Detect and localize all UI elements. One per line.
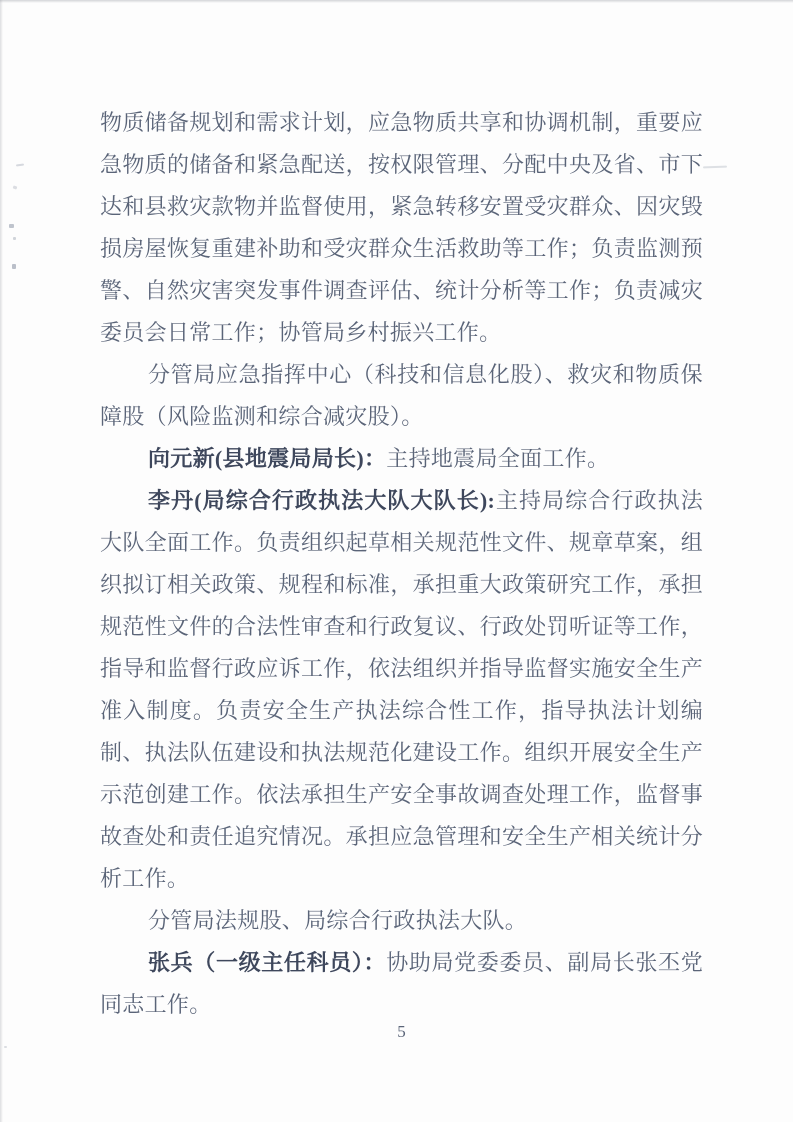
scan-speck <box>13 237 16 240</box>
scan-speck <box>13 185 18 189</box>
person-name: 李丹(局综合行政执法大队大队长): <box>148 488 496 513</box>
paragraph-text: 主持地震局全面工作。 <box>386 446 610 471</box>
person-name: 张兵（一级主任科员）： <box>148 950 387 975</box>
scan-speck <box>9 224 14 228</box>
paragraph <box>100 942 703 1026</box>
paragraph-text: 协助局党委委员、副局长张丕党同志工作。 <box>100 950 703 1017</box>
paragraph-text: 主持局综合行政执法大队全面工作。负责组织起草相关规范性文件、规章草案，组织拟订相关政策、规程和标准，承担重大政策研究工作，承担规范性文件的合法性审查和行政复议、行政处罚听证等工作，指导和监督行政应诉工作，依法组织并指导监督实施安全生产准入制度。负责安全生产执法综合性工作，指导执法计划编制、执法队伍建设和执法规范化建设工作。组织开展安全生产示范创建工作。依法承担生产安全事故调查处理工作，监督事故查处和责任追究情况。承担应急管理和安全生产相关统计分析工作。 <box>100 488 703 891</box>
paragraph <box>100 354 703 438</box>
paragraph-text: 物质储备规划和需求计划，应急物质共享和协调机制，重要应急物质的储备和紧急配送，按权限管理、分配中央及省、市下达和县救灾款物并监督使用，紧急转移安置受灾群众、因灾毁损房屋恢复重建补助和受灾群众生活救助等工作；负责监测预警、自然灾害突发事件调查评估、统计分析等工作；负责减灾委员会日常工作；协管局乡村振兴工作。 <box>100 110 703 345</box>
scan-speck <box>4 1046 7 1048</box>
scan-speck <box>12 264 16 269</box>
paragraph <box>100 102 703 354</box>
paragraph-text: 分管局法规股、局综合行政执法大队。 <box>148 908 528 933</box>
document-body <box>100 102 703 1026</box>
paragraph <box>100 900 703 942</box>
paragraph <box>100 438 703 480</box>
paragraph <box>100 480 703 900</box>
person-name: 向元新(县地震局局长)： <box>148 446 387 471</box>
paragraph-text: 分管局应急指挥中心（科技和信息化股）、救灾和物质保障股（风险监测和综合减灾股）。 <box>100 362 703 429</box>
scan-speck <box>16 163 24 166</box>
page-number: 5 <box>397 1022 406 1041</box>
scan-speck <box>703 166 727 169</box>
